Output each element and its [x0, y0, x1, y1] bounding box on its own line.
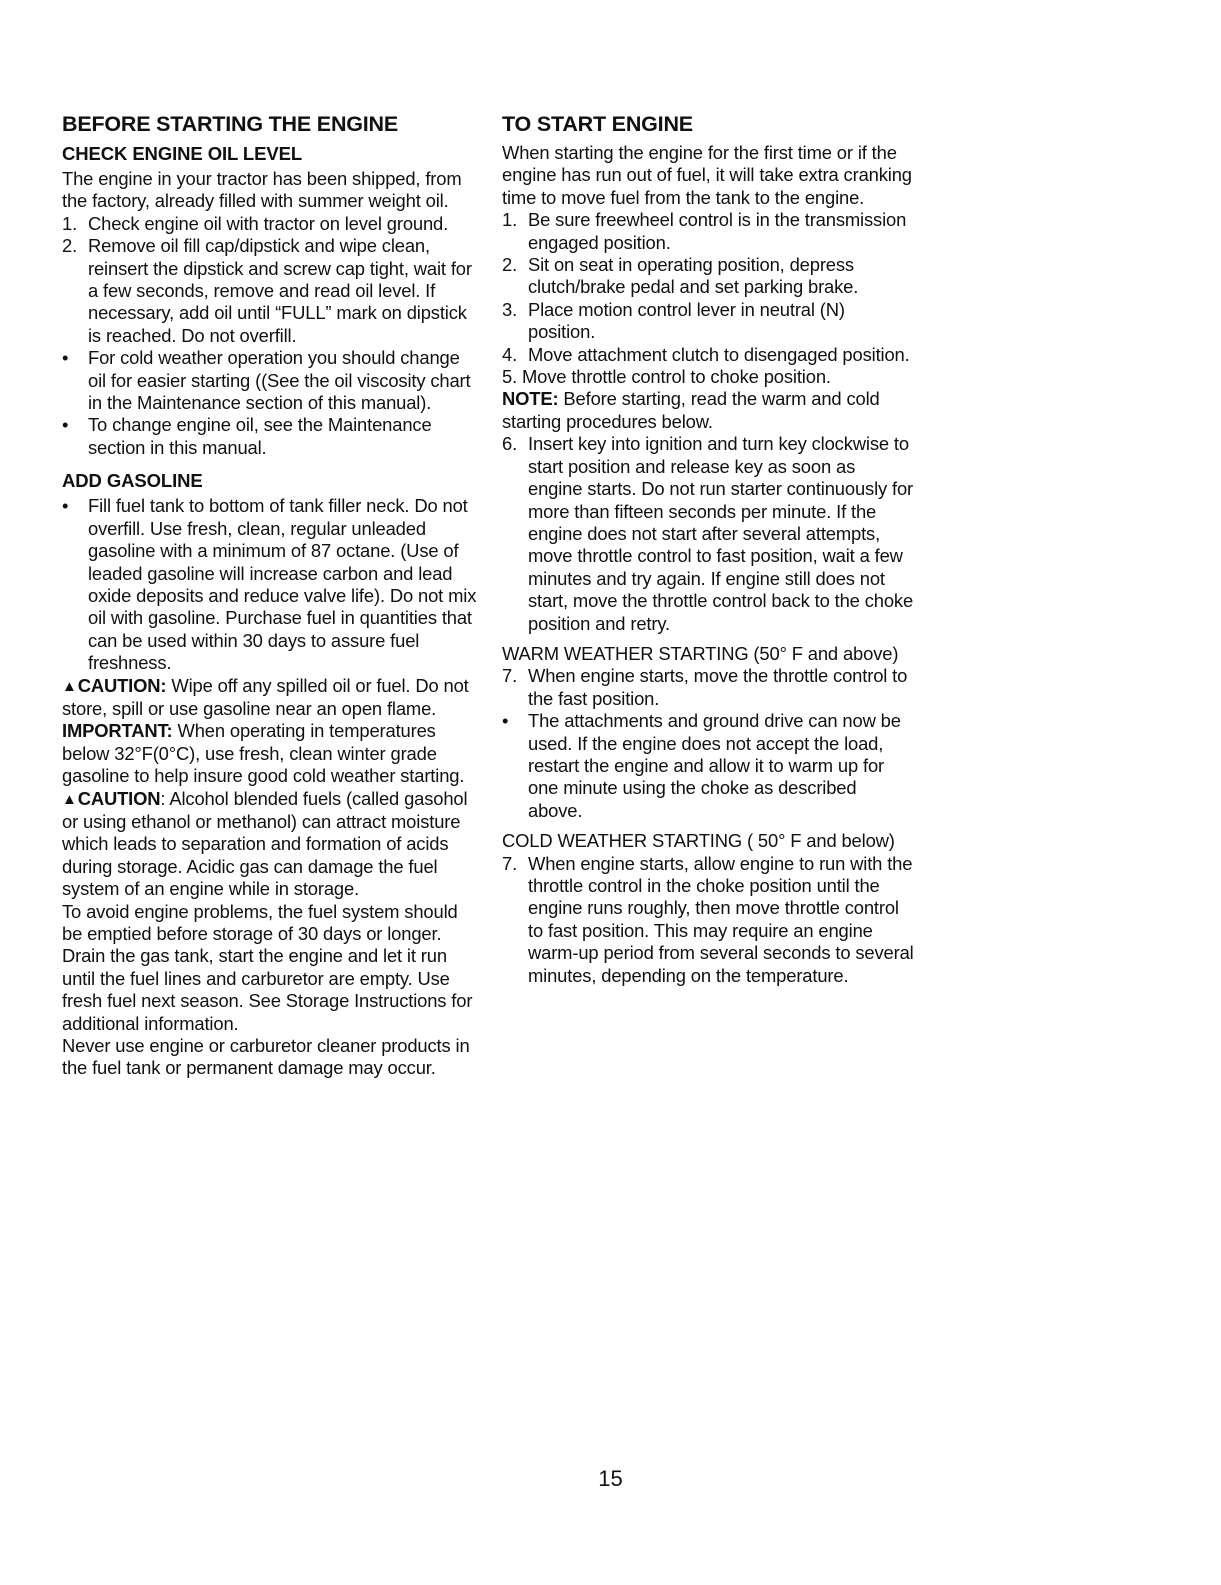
heading-add-gasoline: ADD GASOLINE: [62, 470, 203, 492]
list-item: • For cold weather operation you should change oil for easier starting ((See the oil viscosity chart in the Maintenance section of this manual).: [62, 347, 471, 414]
list-item: • To change engine oil, see the Maintenance section in this manual.: [62, 414, 432, 458]
bullet-icon: •: [502, 710, 509, 732]
list-item: 7. When engine starts, move the throttle control to the fast position.: [502, 665, 908, 709]
section-title-to-start: TO START ENGINE: [502, 112, 693, 136]
list-item: 7. When engine starts, allow engine to run with the throttle control in the choke position until the engine runs roughly, then move throttle control to fast position. This may require an engine warm-up period from several seconds to several minutes, depending on the temperature.: [502, 852, 914, 986]
oil-intro: The engine in your tractor has been shipped, from the factory, already filled with summer weight oil.: [62, 168, 462, 212]
storage-paragraph: To avoid engine problems, the fuel system should be emptied before storage of 30 days or longer. Drain the gas tank, start the engine and let it run until the fuel lines and carburetor are empty. Use fresh fuel next season. See Storage Instructions for additional information.: [62, 900, 473, 1034]
list-item: • Fill fuel tank to bottom of tank filler neck. Do not overfill. Use fresh, clean, regular unleaded gasoline with a minimum of 87 octane. (Use of leaded gasoline will increase carbon and lead oxide deposits and reduce valve life). Do not mix oil with gasoline. Purchase fuel in quantities that can be used within 30 days to assure fuel freshness.: [62, 495, 477, 674]
warning-triangle-icon: ▲: [62, 790, 77, 808]
warning-triangle-icon: ▲: [62, 677, 77, 695]
list-item: 1. Check engine oil with tractor on level ground.: [62, 212, 449, 234]
important-note: IMPORTANT: When operating in temperatures below 32°F(0°C), use fresh, clean winter grade gasoline to help insure good cold weather starting.: [62, 720, 465, 787]
list-item: 5. Move throttle control to choke position.: [502, 366, 831, 388]
page-number: 15: [598, 1466, 623, 1491]
bullet-icon: •: [62, 414, 69, 436]
list-item: 1. Be sure freewheel control is in the transmission engaged position.: [502, 209, 907, 253]
list-item: 2. Sit on seat in operating position, depress clutch/brake pedal and set parking brake.: [502, 254, 859, 298]
heading-check-oil: CHECK ENGINE OIL LEVEL: [62, 143, 303, 164]
list-item: 2. Remove oil fill cap/dipstick and wipe clean, reinsert the dipstick and screw cap tight, wait for a few seconds, remove and read oil level. If necessary, add oil until “FULL” mark on dipstick is reached. Do not overfill.: [62, 235, 472, 346]
list-item: • The attachments and ground drive can now be used. If the engine does not accept the load, restart the engine and allow it to warm up for one minute using the choke as described above.: [502, 710, 901, 821]
start-intro: When starting the engine for the first time or if the engine has run out of fuel, it will take extra cranking time to move fuel from the tank to the engine.: [502, 142, 912, 208]
cleaner-warning: Never use engine or carburetor cleaner products in the fuel tank or permanent damage may occur.: [62, 1035, 470, 1079]
heading-warm-weather: WARM WEATHER STARTING (50° F and above): [502, 642, 899, 664]
section-title-before-starting: BEFORE STARTING THE ENGINE: [62, 112, 399, 136]
bullet-icon: •: [62, 347, 69, 369]
caution-fuel: ▲CAUTION: Wipe off any spilled oil or fuel. Do not store, spill or use gasoline near an open flame.: [62, 674, 469, 719]
bullet-icon: •: [62, 495, 69, 517]
left-column: [62, 110, 477, 1080]
caution-alcohol: ▲CAUTION: Alcohol blended fuels (called gasohol or using ethanol or methanol) can attract moisture which leads to separation and formation of acids during storage. Acidic gas can damage the fuel system of an engine while in storage.: [62, 787, 468, 900]
right-column: [502, 110, 914, 987]
list-item: 4. Move attachment clutch to disengaged position.: [502, 343, 910, 365]
heading-cold-weather: COLD WEATHER STARTING ( 50° F and below): [502, 830, 895, 852]
list-item: 6. Insert key into ignition and turn key clockwise to start position and release key as soon as engine starts. Do not run starter continuously for more than fifteen seconds per minute. If the engine does not start after several attempts, move throttle control to fast position, wait a few minutes and try again. If engine still does not start, move the throttle control back to the choke position and retry.: [502, 433, 914, 634]
list-item: 3. Place motion control lever in neutral (N) position.: [502, 298, 845, 343]
note: NOTE: Before starting, read the warm and cold starting procedures below.: [502, 388, 880, 432]
